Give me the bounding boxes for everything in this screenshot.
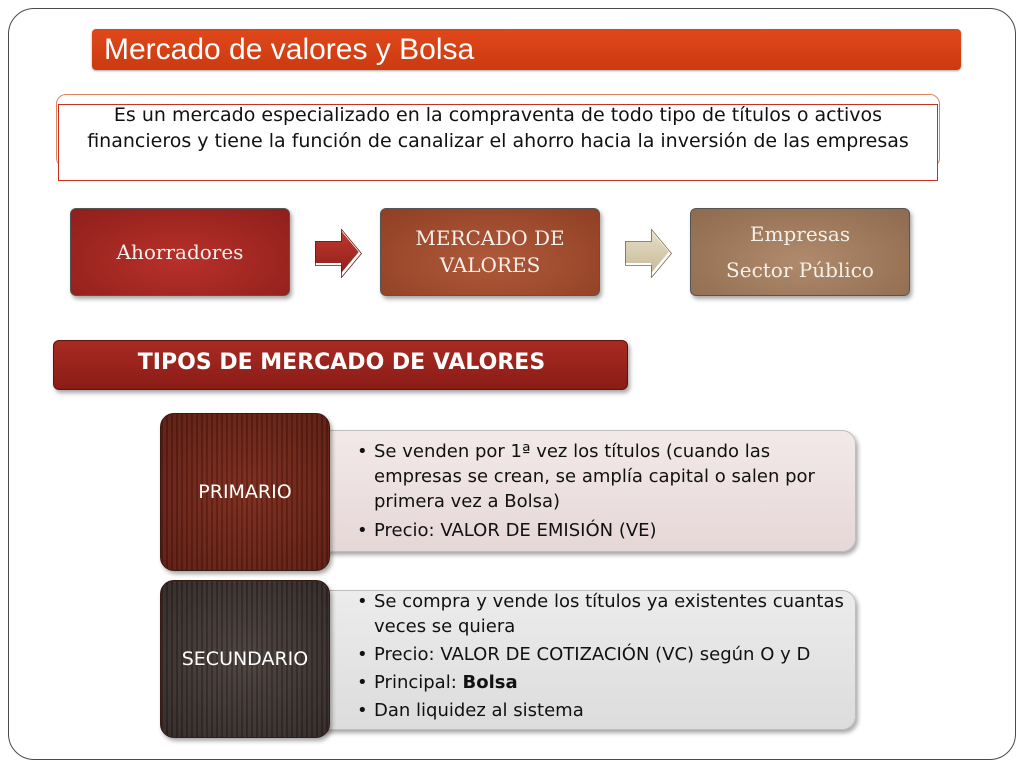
list-item: • Se compra y vende los títulos ya existentes cuantas veces se quiera (355, 589, 845, 639)
flow-box-mercado-de-valores (380, 208, 600, 296)
flow-arrow-icon (622, 226, 672, 278)
flow-label-sector-publico: Sector Público (726, 258, 874, 282)
primario-bullet-list (355, 439, 845, 547)
bolsa-bold-text: Bolsa (462, 672, 518, 693)
tipos-heading-bar (53, 340, 628, 390)
slide-title: Mercado de valores y Bolsa (104, 33, 475, 66)
flow-arrow-icon (312, 226, 362, 278)
secundario-label: SECUNDARIO (181, 648, 309, 670)
secundario-bullet-list (355, 589, 845, 726)
title-bar (92, 29, 961, 70)
principal-label: Principal: (374, 672, 463, 693)
list-item: • Precio: VALOR DE COTIZACIÓN (VC) según O y D (355, 642, 845, 667)
primario-label: PRIMARIO (198, 481, 292, 503)
definition-text: Es un mercado especializado en la compraventa de todo tipo de títulos o activos financieros y tiene la función de canalizar el ahorro hacia la inversión de las empresas (87, 104, 909, 152)
flow-label-empresas: Empresas (749, 222, 851, 246)
flow-label-ahorradores: Ahorradores (116, 239, 244, 264)
list-item: • Dan liquidez al sistema (355, 698, 845, 723)
primario-box (160, 413, 330, 571)
secundario-box (160, 580, 330, 738)
list-item (355, 670, 845, 695)
flow-box-ahorradores (70, 208, 290, 296)
list-item: • Precio: VALOR DE EMISIÓN (VE) (355, 518, 845, 543)
flow-box-empresas (690, 208, 910, 296)
tipos-heading: TIPOS DE MERCADO DE VALORES (137, 350, 546, 375)
flow-label-mercado-de-valores: MERCADO DE VALORES (415, 226, 565, 277)
list-item: • Se venden por 1ª vez los títulos (cuando las empresas se crean, se amplía capital o salen por primera vez a Bolsa) (355, 439, 845, 514)
